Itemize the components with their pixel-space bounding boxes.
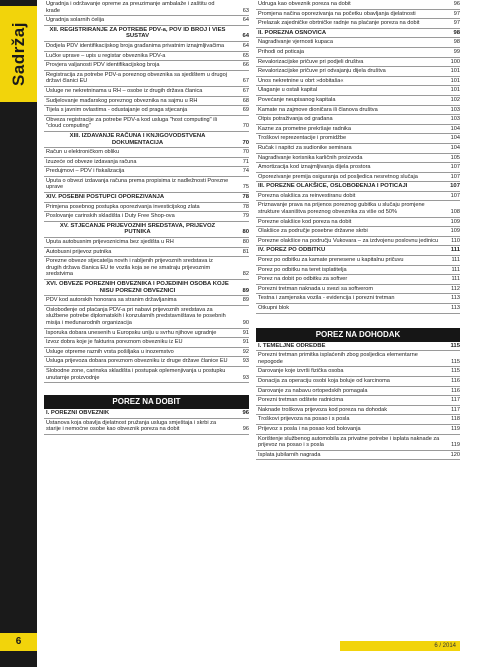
- toc-entry-page: 89: [242, 297, 249, 304]
- toc-entry[interactable]: [256, 396, 460, 406]
- toc-entry-title: Otpis potraživanja od građana: [258, 116, 333, 123]
- toc-entry-page: 81: [242, 248, 249, 255]
- toc-entry-title: Autobusni prijevoz putnika: [46, 248, 112, 255]
- toc-entry-title: Darovanje koje izvrši fizička osoba: [258, 368, 344, 375]
- toc-entry[interactable]: [256, 67, 460, 77]
- toc-entry-title: Dodjela PDV identifikacijskog broja građanima privatnim iznajmljivačima: [46, 42, 225, 49]
- toc-entry-title: Provjera valjanosti PDV identifikacijskog broja: [46, 62, 160, 69]
- toc-entry[interactable]: [44, 338, 249, 348]
- toc-entry-title: Izuzeće od obveze izdavanja računa: [46, 158, 137, 165]
- toc-entry-page: 107: [450, 183, 460, 190]
- toc-entry[interactable]: [256, 415, 460, 425]
- toc-entry[interactable]: [256, 173, 460, 183]
- toc-entry-title: Povećanje neupisanog kapitala: [258, 96, 336, 103]
- toc-entry[interactable]: [256, 115, 460, 125]
- toc-entry[interactable]: [256, 58, 460, 68]
- toc-entry-title: Tijela s javnim ovlastima - odustajanje od praga stjecanja: [46, 107, 188, 114]
- toc-entry-page: 99: [453, 48, 460, 55]
- toc-section-heading[interactable]: [256, 182, 460, 192]
- toc-entry-page: 96: [242, 410, 249, 417]
- toc-entry-title: Prijevoz s posla i na posao kod bolovanja: [258, 425, 361, 432]
- toc-entry-title: Kamate na zajmove dioničara ili članova društva: [258, 106, 378, 113]
- toc-entry[interactable]: [44, 71, 249, 87]
- toc-entry-page: 108: [450, 209, 460, 216]
- toc-entry-page: 64: [242, 17, 249, 24]
- toc-entry-page: 79: [242, 213, 249, 220]
- toc-entry-title: Usluge otpreme raznih vrsta pošiljaka u inozemstvo: [46, 348, 174, 355]
- toc-entry-title: III. POREZNE OLAKŠICE, OSLOBOĐENJA I POTICAJI: [258, 183, 408, 190]
- toc-entry[interactable]: [256, 38, 460, 48]
- toc-entry-title: Donacija za operaciju osobi koja boluje od karcinoma: [258, 377, 390, 384]
- toc-entry-title: Uputa o obvezi izdavanja računa prema propisima iz nadležnosti Porezne uprave: [46, 177, 229, 191]
- toc-entry-page: 116: [451, 387, 460, 394]
- toc-entry[interactable]: [44, 148, 249, 158]
- toc-entry[interactable]: [256, 125, 460, 135]
- toc-entry-page: 96: [453, 1, 460, 7]
- toc-entry[interactable]: [256, 163, 460, 173]
- toc-entry[interactable]: [44, 106, 249, 116]
- toc-entry-page: 89: [242, 287, 249, 294]
- toc-entry-title: Troškovi reprezentacije i promidžbe: [258, 135, 347, 142]
- toc-entry-title: Oslobođenje od plaćanja PDV-a pri nabavi prijevoznih sredstava za službene potrebe diplomatskih i konzularnih predstavništava te posebnih misija i međunarodnih organizacija: [46, 306, 226, 326]
- toc-entry-page: 93: [242, 358, 249, 365]
- toc-entry[interactable]: [256, 256, 460, 266]
- toc-entry[interactable]: [256, 367, 460, 377]
- section-banner-porez-na-dohodak: POREZ NA DOHODAK: [256, 328, 460, 342]
- toc-entry-title: Porez po odbitku za kamate prenesene u kapitalnu pričuvu: [258, 257, 404, 264]
- toc-entry-page: 90: [242, 319, 249, 326]
- toc-entry-page: 111: [450, 247, 460, 254]
- toc-entry-title: Primjena posebnog postupka oporezivanja investicijskog zlata: [46, 203, 200, 210]
- toc-entry-page: 109: [450, 218, 460, 225]
- toc-list-left-2: [44, 409, 249, 435]
- toc-list-right: [256, 0, 460, 314]
- toc-entry-page: 96: [242, 426, 249, 433]
- toc-entry[interactable]: [256, 387, 460, 397]
- toc-section-heading[interactable]: [256, 342, 460, 352]
- toc-entry-title: Usluga prijevoza dobara poreznom obvezniku iz druge države članice EU: [46, 358, 228, 365]
- toc-entry-page: 101: [450, 87, 460, 94]
- toc-entry-title: XV. STJECANJE PRIJEVOZNIH SREDSTAVA, PRIJEVOZ PUTNIKA: [59, 222, 216, 236]
- toc-entry-title: Oporezivanje premija osiguranja od posljedica nesretnog slučaja: [258, 173, 418, 180]
- toc-entry[interactable]: [44, 97, 249, 107]
- toc-entry-page: 91: [242, 329, 249, 336]
- toc-entry-page: 66: [242, 62, 249, 69]
- toc-entry-page: 70: [242, 139, 249, 146]
- left-column: [44, 0, 249, 435]
- toc-entry[interactable]: [256, 48, 460, 58]
- toc-section-heading[interactable]: [44, 132, 249, 148]
- toc-entry-page: 119: [451, 425, 460, 432]
- toc-entry-title: I. TEMELJNE ODREDBE: [258, 342, 326, 349]
- toc-entry[interactable]: [44, 0, 249, 16]
- toc-entry-page: 117: [451, 406, 460, 413]
- toc-entry[interactable]: [256, 19, 460, 29]
- toc-entry[interactable]: [44, 329, 249, 339]
- toc-entry-page: 112: [451, 285, 460, 292]
- toc-entry-page: 103: [450, 106, 460, 113]
- toc-entry-page: 75: [242, 184, 249, 191]
- toc-entry-page: 67: [242, 78, 249, 85]
- toc-entry-page: 97: [453, 20, 460, 27]
- toc-entry-title: Predujmovi – PDV i fiskalizacija: [46, 168, 125, 175]
- toc-entry-title: IV. POREZ PO ODBITKU: [258, 247, 326, 254]
- toc-entry[interactable]: [44, 16, 249, 26]
- toc-entry-page: 101: [450, 77, 460, 84]
- toc-entry[interactable]: [256, 227, 460, 237]
- toc-entry-page: 104: [450, 144, 460, 151]
- sidebar: [0, 0, 37, 667]
- toc-entry-title: Isporuka dobara unesenih u Europsku uniju u svrhu njihove ugradnje: [46, 329, 217, 336]
- toc-entry-title: Olakšice za područje posebne državne skrbi: [258, 228, 368, 235]
- toc-entry-title: Prelazak zajedničke obrtničke radnje na plaćanje poreza na dobit: [258, 20, 420, 27]
- toc-entry-title: Registracija za potrebe PDV-a poreznog obveznika sa sjedištem u drugoj državi članici EU: [46, 71, 227, 85]
- right-column: [256, 0, 460, 460]
- toc-entry-page: 116: [451, 377, 460, 384]
- toc-entry-page: 111: [451, 276, 460, 283]
- toc-entry-page: 103: [450, 116, 460, 123]
- toc-entry[interactable]: [256, 86, 460, 96]
- section-title: Sadržaj: [8, 22, 28, 86]
- toc-entry-title: Priznavanje prava na prijenos poreznog gubitka u slučaju promjene strukture vlasništva poreznog obveznika za više od 50%: [258, 202, 425, 216]
- toc-entry-title: Uputa autobusnim prijevoznicima bez sjedišta u RH: [46, 239, 174, 246]
- toc-entry-title: Otkupni blok: [258, 305, 290, 311]
- toc-entry[interactable]: [44, 42, 249, 52]
- toc-entry[interactable]: [256, 351, 460, 367]
- toc-entry[interactable]: [44, 419, 249, 435]
- toc-entry-page: 70: [242, 123, 249, 130]
- toc-entry[interactable]: [256, 406, 460, 416]
- toc-entry[interactable]: [44, 52, 249, 62]
- toc-entry[interactable]: [256, 275, 460, 285]
- toc-entry-title: Porezni tretman primitka isplaćenih zbog posljedica elementarne nepogode: [258, 352, 418, 365]
- toc-entry-title: Obveza registracije za potrebe PDV-a kod usluga "host computing" ili "cloud computing": [46, 116, 217, 130]
- section-title-tab: [0, 6, 37, 102]
- toc-entry-title: Revalorizacijske pričuve pri odvajanju dijela društva: [258, 68, 386, 75]
- toc-entry[interactable]: [256, 304, 460, 314]
- toc-entry-page: 120: [450, 451, 460, 458]
- toc-entry-page: 102: [450, 96, 460, 103]
- toc-entry-page: 107: [450, 173, 460, 180]
- toc-entry[interactable]: [44, 167, 249, 177]
- toc-entry[interactable]: [256, 451, 460, 461]
- toc-entry[interactable]: [44, 203, 249, 213]
- toc-entry-page: 115: [450, 342, 460, 349]
- toc-entry-title: Porezne obveze stjecatelja novih i rabljenih prijevoznih sredstava iz drugih država članica EU te vozila koja se ne smatraju prijevoznim sredstvima: [46, 258, 213, 278]
- toc-entry-page: 119: [451, 442, 460, 449]
- toc-entry-page: 118: [451, 416, 460, 423]
- toc-entry-page: 104: [450, 135, 460, 142]
- toc-list-left: [44, 0, 249, 383]
- toc-entry-page: 105: [450, 154, 460, 161]
- toc-entry-page: 70: [242, 149, 249, 156]
- toc-entry-title: Prihodi od poticaja: [258, 48, 305, 55]
- toc-entry-page: 74: [242, 168, 249, 175]
- toc-entry[interactable]: [256, 96, 460, 106]
- toc-entry-page: 100: [450, 58, 460, 65]
- toc-entry-page: 63: [242, 7, 249, 14]
- toc-entry-title: II. POREZNA OSNOVICA: [258, 29, 327, 36]
- toc-entry-page: 113: [451, 305, 460, 311]
- toc-entry-title: Slobodne zone, carinska skladišta i postupak oplemenjivanja u postupku unutarnje proizvodnje: [46, 367, 226, 381]
- toc-entry-page: 113: [451, 295, 460, 302]
- toc-section-heading[interactable]: [44, 193, 249, 203]
- toc-entry[interactable]: [256, 218, 460, 228]
- toc-entry[interactable]: [256, 10, 460, 20]
- toc-entry[interactable]: [44, 257, 249, 280]
- toc-entry-title: Unos nekretnine u obrt »dobitaša«: [258, 77, 344, 84]
- toc-entry-page: 92: [242, 348, 249, 355]
- toc-entry-title: Račun u elektroničkom obliku: [46, 149, 120, 156]
- toc-entry-page: 111: [451, 257, 460, 264]
- toc-entry[interactable]: [256, 154, 460, 164]
- toc-entry-page: 82: [242, 271, 249, 278]
- page-number: 6: [0, 633, 37, 651]
- toc-entry-title: XII. REGISTRIRANJE ZA POTREBE PDV-a, POV ID BROJ I VIES SUSTAV: [49, 26, 226, 40]
- toc-entry-title: Lučke uprave – upis u registar obveznika PDV-a: [46, 52, 166, 59]
- toc-entry-title: Porezni tretman odštete radnicima: [258, 397, 344, 404]
- toc-entry[interactable]: [44, 348, 249, 358]
- toc-entry-page: 64: [242, 42, 249, 49]
- toc-entry[interactable]: [256, 237, 460, 247]
- toc-entry-title: Poslovanje carinskih skladišta i Duty Free Shop-ova: [46, 213, 175, 220]
- toc-list-right-2: [256, 342, 460, 461]
- toc-entry-title: Kazne za prometne prekršaje radnika: [258, 125, 351, 132]
- toc-entry[interactable]: [44, 87, 249, 97]
- toc-entry-title: Porez po odbitku na teret isplatitelja: [258, 266, 347, 273]
- toc-entry-page: 115: [451, 358, 460, 365]
- toc-entry[interactable]: [256, 425, 460, 435]
- toc-entry[interactable]: [256, 435, 460, 451]
- toc-entry[interactable]: [44, 177, 249, 193]
- toc-entry-page: 97: [453, 10, 460, 17]
- toc-section-heading[interactable]: [44, 222, 249, 238]
- toc-entry[interactable]: [44, 158, 249, 168]
- toc-entry-title: Troškovi prijevoza na posao i s posla: [258, 416, 350, 423]
- toc-entry-page: 78: [242, 194, 249, 201]
- toc-entry[interactable]: [256, 377, 460, 387]
- toc-entry-title: I. POREZNI OBVEZNIK: [46, 410, 110, 417]
- toc-entry-title: Korištenje službenog automobila za privatne potrebe i isplata naknade za prijevoz na posao i s posla: [258, 435, 440, 449]
- toc-entry[interactable]: [256, 77, 460, 87]
- toc-entry[interactable]: [44, 61, 249, 71]
- toc-entry-page: 68: [242, 97, 249, 104]
- toc-section-heading[interactable]: [256, 29, 460, 39]
- toc-entry[interactable]: [256, 201, 460, 217]
- toc-entry-title: Ugradnja solarnih ćelija: [46, 17, 105, 24]
- toc-section-heading[interactable]: [256, 246, 460, 256]
- toc-entry-title: Porezni tretman naknada u svezi sa softverom: [258, 285, 374, 292]
- toc-entry-page: 91: [242, 339, 249, 346]
- toc-entry-page: 115: [451, 368, 460, 375]
- toc-entry-title: Sudjelovanje mađarskog poreznog obveznika na sajmu u RH: [46, 97, 198, 104]
- toc-section-heading[interactable]: [44, 280, 249, 296]
- toc-section-heading[interactable]: [44, 409, 249, 419]
- toc-entry[interactable]: [44, 116, 249, 132]
- toc-entry[interactable]: [44, 296, 249, 306]
- toc-entry-title: Isplata jubilarnih nagrada: [258, 451, 321, 458]
- toc-entry-title: Udruga kao obveznik poreza na dobit: [258, 1, 351, 7]
- toc-entry-page: 64: [242, 33, 249, 40]
- toc-entry-title: Ručak i napitci za sudionike seminara: [258, 144, 352, 151]
- toc-entry-title: Nagrađivanje vjernosti kupaca: [258, 39, 333, 46]
- toc-entry-title: Naknade troškova prijevoza kod poreza na dohodak: [258, 406, 388, 413]
- toc-entry[interactable]: [44, 212, 249, 222]
- toc-entry[interactable]: [256, 144, 460, 154]
- toc-entry-title: Ugradnja i održavanje opreme za preuzimanje ambalaže i zaštitu od krađe: [46, 1, 215, 14]
- toc-entry-page: 93: [242, 374, 249, 381]
- toc-entry[interactable]: [44, 367, 249, 383]
- toc-entry-title: XIV. POSEBNI POSTUPCI OPOREZIVANJA: [46, 194, 165, 201]
- toc-entry-page: 80: [242, 239, 249, 246]
- toc-entry[interactable]: [44, 357, 249, 367]
- toc-entry-title: Ustanova koja obavlja djelatnost pružanja usluga smještaja i skrbi za starije i nemoćne osobe kao obveznik poreza na dobit: [46, 419, 217, 433]
- toc-entry-page: 110: [451, 237, 460, 244]
- toc-entry[interactable]: [256, 106, 460, 116]
- toc-entry[interactable]: [44, 248, 249, 258]
- toc-entry-title: PDV kod autorskih honorara sa stranim državljanima: [46, 297, 177, 304]
- toc-entry-title: Nagrađivanje korisnika karličnih proizvoda: [258, 154, 363, 161]
- toc-entry-title: Porezna olakšica za reinvestiranu dobit: [258, 192, 356, 199]
- toc-section-heading[interactable]: [44, 26, 249, 42]
- toc-entry-title: Usluge ne nekretninama u RH – osobe iz drugih država članica: [46, 87, 203, 94]
- toc-entry[interactable]: [256, 294, 460, 304]
- toc-entry-page: 111: [451, 266, 460, 273]
- toc-entry-title: Testna i zamjenska vozila - evidencija i porezni tretman: [258, 295, 395, 302]
- toc-entry-page: 107: [450, 192, 460, 199]
- toc-entry-page: 109: [450, 228, 460, 235]
- toc-entry-page: 117: [451, 397, 460, 404]
- toc-entry-page: 67: [242, 87, 249, 94]
- toc-entry[interactable]: [256, 192, 460, 202]
- toc-entry[interactable]: [44, 306, 249, 329]
- toc-entry-page: 98: [453, 39, 460, 46]
- toc-entry-title: Porezne olakšice kod poreza na dobit: [258, 218, 352, 225]
- toc-entry-page: 104: [450, 125, 460, 132]
- toc-entry-page: 98: [453, 29, 460, 36]
- toc-entry-page: 65: [242, 52, 249, 59]
- toc-entry-title: Porezne olakšice na području Vukovara – za izdvojenu poslovnu jedinicu: [258, 237, 439, 244]
- section-banner-porez-na-dobit: POREZ NA DOBIT: [44, 395, 249, 409]
- toc-entry[interactable]: [44, 238, 249, 248]
- toc-entry-title: XVI. OBVEZE POREZNIH OBVEZNIKA I POJEDINIH OSOBA KOJE NISU POREZNI OBVEZNICI: [46, 281, 229, 294]
- toc-entry-title: Ulaganje u ostali kapital: [258, 87, 318, 94]
- toc-entry-title: Darovanje za nabavu ortopedskih pomagala: [258, 387, 368, 394]
- toc-entry-page: 101: [450, 68, 460, 75]
- toc-entry-title: Izvoz dobra koje je fakturira poreznom obvezniku iz EU: [46, 339, 183, 346]
- toc-entry-page: 78: [242, 203, 249, 210]
- toc-entry-title: XIII. IZDAVANJE RAČUNA I KNJIGOVODSTVENA DOKUMENTACIJA: [69, 132, 206, 146]
- toc-entry-title: Porez na dobit po odbitku za softver: [258, 276, 348, 283]
- toc-entry[interactable]: [256, 266, 460, 276]
- toc-entry-page: 80: [242, 229, 249, 236]
- toc-entry-page: 71: [242, 158, 249, 165]
- toc-entry-title: Amortizacija kod iznajmljivanja dijela prostora: [258, 164, 371, 171]
- toc-entry[interactable]: [256, 134, 460, 144]
- toc-entry[interactable]: [256, 0, 460, 10]
- toc-entry-title: Promjena načina oporezivanja na početku obavljanja djelatnosti: [258, 10, 416, 17]
- issue-footer: 6 / 2014: [340, 641, 460, 651]
- toc-entry-title: Revalorizacijske pričuve pri podjeli društva: [258, 58, 364, 65]
- toc-entry[interactable]: [256, 285, 460, 295]
- toc-entry-page: 69: [242, 107, 249, 114]
- toc-entry-page: 107: [450, 164, 460, 171]
